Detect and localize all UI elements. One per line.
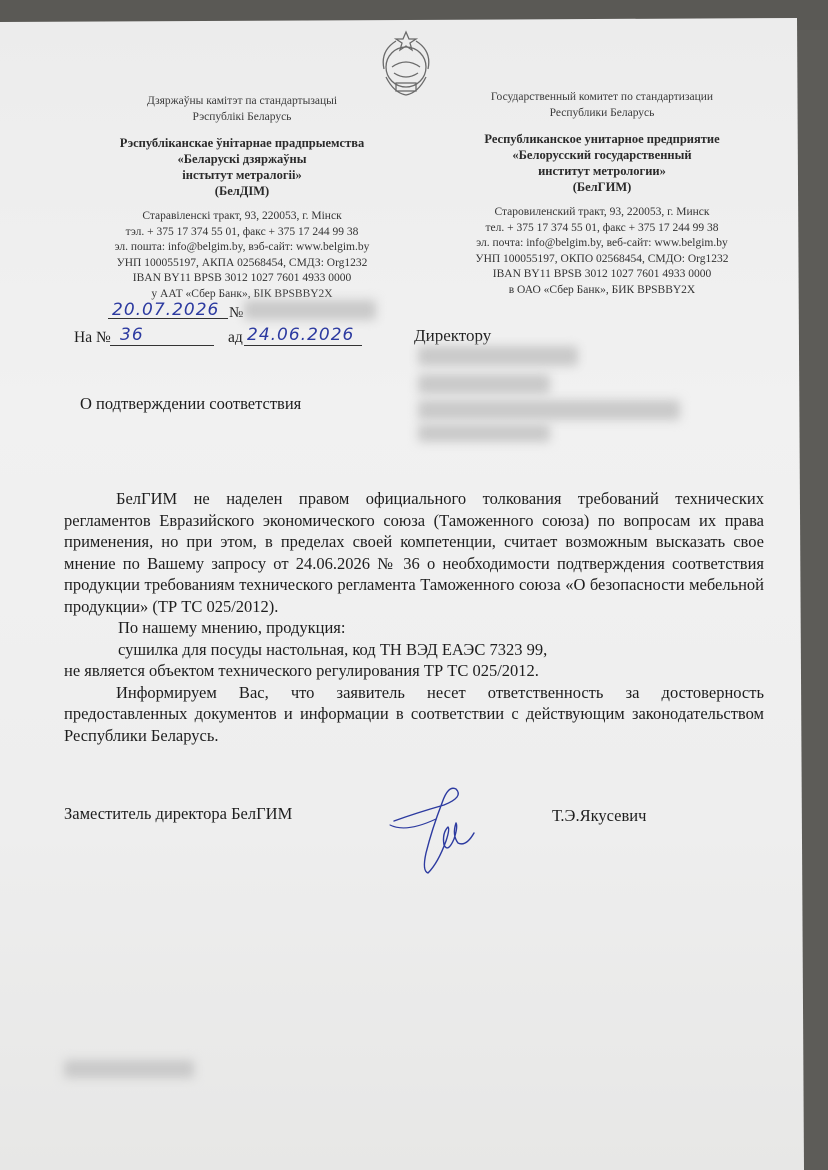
iban-be: IBAN BY11 BPSB 3012 1027 7601 4933 0000 (132, 272, 352, 284)
ref-prefix: На № (74, 329, 111, 346)
outgoing-date-line (108, 318, 228, 319)
iban-ru: IBAN BY11 BPSB 3012 1027 7601 4933 0000 (492, 268, 712, 280)
email-ru: эл. почта: info@belgim.by, веб-сайт: www.belgim.by (476, 237, 728, 249)
header-right (432, 89, 772, 298)
handwritten-signature (386, 783, 496, 878)
address-ru: Старовиленский тракт, 93, 220053, г. Минск (494, 206, 710, 218)
org-abbr-ru: (БелГИМ) (572, 180, 632, 194)
body-paragraph-2: По нашему мнению, продукция: (118, 618, 346, 637)
committee-name-be: Дзяржаўны камітэт па стандартызацыі (146, 95, 338, 107)
state-emblem-icon (374, 29, 438, 99)
bank-be: у ААТ «Сбер Банк», БІК BPSBBY2X (151, 287, 333, 300)
redacted-addressee-line3 (418, 400, 680, 420)
codes-ru: УНП 100055197, ОКПО 02568454, СМДО: Org1232 (475, 252, 729, 265)
ref-date-prefix: ад (228, 329, 243, 346)
letter-subject: О подтверждении соответствия (80, 394, 302, 413)
redacted-outgoing-number (244, 300, 376, 320)
redacted-addressee-line1 (418, 346, 578, 366)
outgoing-date: 20.07.2026 (112, 300, 220, 320)
phone-ru: тел. + 375 17 374 55 01, факс + 375 17 244 99 38 (485, 221, 719, 234)
org-line3-be: інстытут метралогіі» (182, 168, 302, 182)
ref-number: 36 (120, 325, 144, 345)
letter-body (64, 488, 764, 746)
bank-ru: в ОАО «Сбер Банк», БИК BPSBBY2X (508, 283, 696, 296)
phone-be: тэл. + 375 17 374 55 01, факс + 375 17 244 99 38 (125, 225, 359, 238)
org-line2-be: «Беларускі дзяржаўны (177, 152, 307, 166)
body-paragraph-3: сушилка для посуды настольная, код ТН ВЭД ЕАЭС 7323 99, (118, 639, 548, 659)
addressee-title: Директору (414, 326, 492, 345)
signatory-name: Т.Э.Якусевич (552, 806, 647, 825)
org-line1-ru: Республиканское унитарное предприятие (484, 132, 720, 146)
ref-date: 24.06.2026 (247, 325, 355, 345)
email-be: эл. пошта: info@belgim.by, вэб-сайт: www.belgim.by (114, 241, 370, 253)
ref-number-line (110, 345, 214, 346)
header-left (72, 93, 412, 302)
committee-name-ru: Государственный комитет по стандартизации (490, 91, 714, 103)
signatory-position: Заместитель директора БелГИМ (64, 804, 293, 823)
redacted-addressee-line2 (418, 374, 550, 394)
republic-name-be: Рэспублікі Беларусь (192, 111, 292, 123)
body-paragraph-4: не является объектом технического регулирования ТР ТС 025/2012. (64, 661, 539, 680)
redacted-addressee-line4 (418, 424, 550, 442)
ref-date-line (244, 345, 362, 346)
outgoing-number-sign: № (229, 305, 244, 321)
body-paragraph-5: Информируем Вас, что заявитель несет ответственность за достоверность предоставленных документов и информации в соответствии с действующим законодательством Республики Беларусь. (64, 682, 764, 745)
body-paragraph-1: БелГИМ не наделен правом официального толкования требований технических регламентов Евразийского экономического союза (Таможенного союза) по вопросам их права применения, но при этом, в пределах своей компетенции, считает возможным высказать свое мнение по Вашему запросу от 24.06.2026 № 36 о необходимости подтверждения соответствия продукции требованиям технического регламента Таможенного союза «О безопасности мебельной продукции» (ТР ТС 025/2012). (64, 489, 764, 616)
republic-name-ru: Республики Беларусь (549, 107, 655, 119)
redacted-footer (64, 1060, 194, 1078)
codes-be: УНП 100055197, АКПА 02568454, СМДЗ: Org1232 (116, 256, 368, 269)
org-line1-be: Рэспубліканскае ўнітарнае прадпрыемства (119, 136, 365, 150)
address-be: Старавіленскі тракт, 93, 220053, г. Мінск (142, 210, 342, 222)
org-abbr-be: (БелДІМ) (214, 184, 270, 198)
org-line2-ru: «Белорусский государственный (512, 148, 692, 162)
org-line3-ru: институт метрологии» (538, 164, 666, 178)
